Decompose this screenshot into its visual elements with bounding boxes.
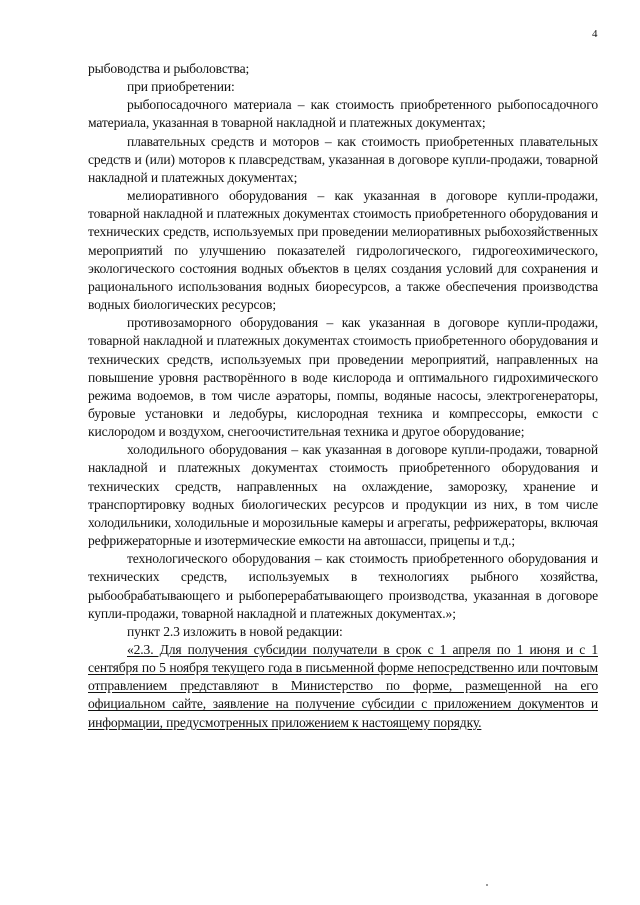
paragraph-technological-equipment: технологического оборудования – как стоимость приобретенного оборудования и технических средств, используемых в технологиях рыбного хозяйства, рыбообрабатывающего и рыбоперерабатывающего производства, указанная в договоре купли-продажи, товарной накладной и платежных документах.»; [88, 551, 598, 621]
paragraph-clause-2-3-text: «2.3. Для получения субсидии получатели в срок с 1 апреля по 1 июня и с 1 сентября по 5 ноября текущего года в письменной форме непосредственно или почтовым отправлением представляют в Министерство по форме, размещенной на его официальном сайте, заявление на получение субсидии с приложением документов и информации, предусмотренных приложением к настоящему порядку. [88, 642, 598, 730]
paragraph-refrigeration-equipment: холодильного оборудования – как указанная в договоре купли-продажи, товарной накладной и платежных документах стоимость приобретенного оборудования и технических средств, направленных на охлаждение, заморозку, хранение и транспортировку водных биологических ресурсов и продукции из них, в том числе холодильники, холодильные и морозильные камеры и агрегаты, рефрижераторы, включая рефрижераторные и изотермические емкости на автошасси, прицепы и т.д.; [88, 442, 598, 549]
paragraph-reclamation-equipment: мелиоративного оборудования – как указанная в договоре купли-продажи, товарной накладной и платежных документах стоимость приобретенного оборудования и технических средств, используемых при проведении мелиоративных рыбохозяйственных мероприятий по улучшению показателей гидрологического, гидрогеохимического, экологического состояния водных объектов в целях создания условий для сохранения и рационального использования водных биоресурсов, а также обеспечения производства водных биологических ресурсов; [88, 188, 598, 313]
paragraph-clause-2-3-heading: пункт 2.3 изложить в новой редакции: [127, 623, 343, 639]
scan-artifact [486, 884, 488, 886]
paragraph-anti-kill-equipment: противозаморного оборудования – как указанная в договоре купли-продажи, товарной накладной и платежных документах стоимость приобретенного оборудования и технических средств, используемых при проведении мероприятий, направленных на повышение уровня растворённого в воде кислорода и оптимального гидрохимического режима водоемов, в том числе аэраторы, помпы, водяные насосы, электрогенераторы, буровые установки и ледобуры, кислородная техника и компрессоры, емкости с кислородом и воздухом, снегоочистительная техника и другое оборудование; [88, 315, 598, 440]
document-body [88, 60, 598, 732]
paragraph-watercraft-motors: плавательных средств и моторов – как стоимость приобретенных плавательных средств и (или) моторов к плавсредствам, указанная в договоре купли-продажи, товарной накладной и платежных документах; [88, 133, 598, 185]
page-number: 4 [592, 28, 598, 40]
paragraph-acquisition-intro: при приобретении: [127, 79, 235, 95]
paragraph-continuation: рыбоводства и рыболовства; [88, 61, 250, 76]
paragraph-fish-stock-material: рыбопосадочного материала – как стоимость приобретенного рыбопосадочного материала, указанная в товарной накладной и платежных документах; [88, 97, 598, 131]
